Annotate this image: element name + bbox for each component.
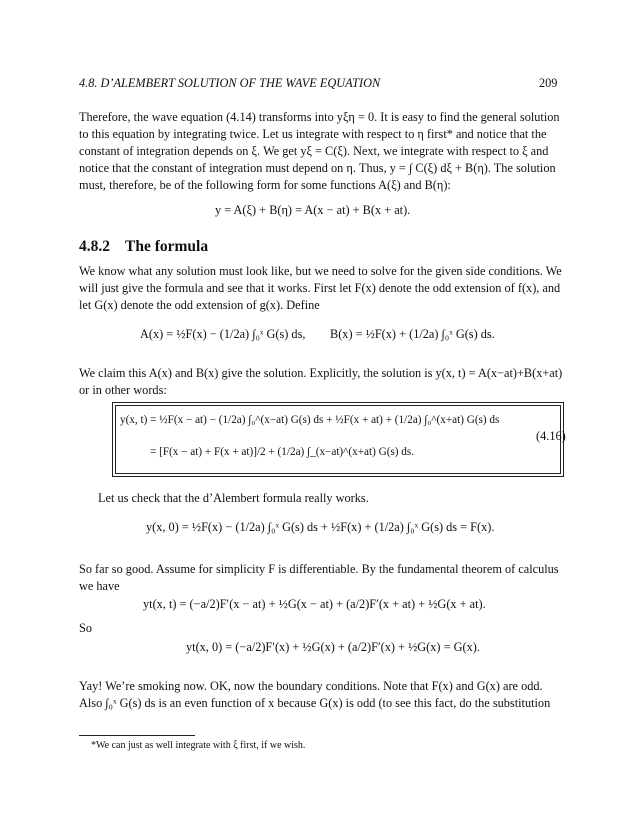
formula-intro-line-3: let G(x) denote the odd extension of g(x). Define (79, 298, 320, 312)
footnote-rule (79, 735, 195, 736)
claim-line-1: We claim this A(x) and B(x) give the solution. Explicitly, the solution is y(x, t) = A(x−at)+B(x+at) (79, 366, 563, 380)
equation-tag: (4.16) (536, 429, 566, 443)
intro-line-2: to this equation by integrating twice. Let us integrate with respect to η first* and notice that the (79, 127, 547, 141)
page-number: 209 (539, 76, 558, 90)
so-label: So (79, 621, 92, 635)
formula-intro-line-1: We know what any solution must look like, but we need to solve for the given side conditions. We (79, 264, 562, 278)
final-line-2: Also ∫₀ˣ G(s) ds is an even function of x because G(x) is odd (to see this fact, do the substitution (79, 696, 551, 710)
definition-B: B(x) = ½F(x) + (1/2a) ∫₀ˣ G(s) ds. (330, 327, 495, 341)
intro-line-4: notice that the constant of integration must depend on η. Thus, y = ∫ C(ξ) dξ + B(η). The solution (79, 161, 556, 175)
derivative-equation: yt(x, t) = (−a/2)F′(x − at) + ½G(x − at) + (a/2)F′(x + at) + ½G(x + at). (143, 597, 486, 611)
claim-line-2: or in other words: (79, 383, 167, 397)
equation-general-solution: y = A(ξ) + B(η) = A(x − at) + B(x + at). (215, 203, 411, 217)
section-title: The formula (125, 238, 209, 255)
boxed-formula-row-2: = [F(x − at) + F(x + at)]/2 + (1/2a) ∫_(x−at)^(x+at) G(s) ds. (150, 446, 415, 458)
formula-intro-line-2: will just give the formula and see that it works. First let F(x) denote the odd extension of f(x), and (79, 281, 561, 295)
derivative-at-zero-equation: yt(x, 0) = (−a/2)F′(x) + ½G(x) + (a/2)F′(x) + ½G(x) = G(x). (186, 640, 480, 654)
footnote: *We can just as well integrate with ξ first, if we wish. (91, 740, 306, 751)
boxed-formula-row-1: y(x, t) = ½F(x − at) − (1/2a) ∫₀^(x−at) G(s) ds + ½F(x + at) + (1/2a) ∫₀^(x+at) G(s) ds (120, 414, 500, 426)
sofar-line-1: So far so good. Assume for simplicity F is differentiable. By the fundamental theorem of calculus (79, 562, 559, 576)
intro-line-3: constant of integration depends on ξ. We get yξ = C(ξ). Next, we integrate with respect to ξ and (79, 144, 549, 158)
check-line: Let us check that the d’Alembert formula really works. (98, 491, 369, 505)
section-number: 4.8.2 (79, 238, 110, 255)
running-title: 4.8. D’ALEMBERT SOLUTION OF THE WAVE EQUATION (79, 76, 381, 90)
final-line-1: Yay! We’re smoking now. OK, now the boundary conditions. Note that F(x) and G(x) are odd. (79, 679, 543, 693)
check-equation: y(x, 0) = ½F(x) − (1/2a) ∫₀ˣ G(s) ds + ½F(x) + (1/2a) ∫₀ˣ G(s) ds = F(x). (146, 520, 495, 534)
section-heading (79, 238, 208, 256)
definition-A: A(x) = ½F(x) − (1/2a) ∫₀ˣ G(s) ds, (140, 327, 306, 341)
sofar-line-2: we have (79, 579, 120, 593)
intro-line-5: must, therefore, be of the following form for some functions A(ξ) and B(η): (79, 178, 451, 192)
intro-line-1: Therefore, the wave equation (4.14) transforms into yξη = 0. It is easy to find the general solution (79, 110, 560, 124)
